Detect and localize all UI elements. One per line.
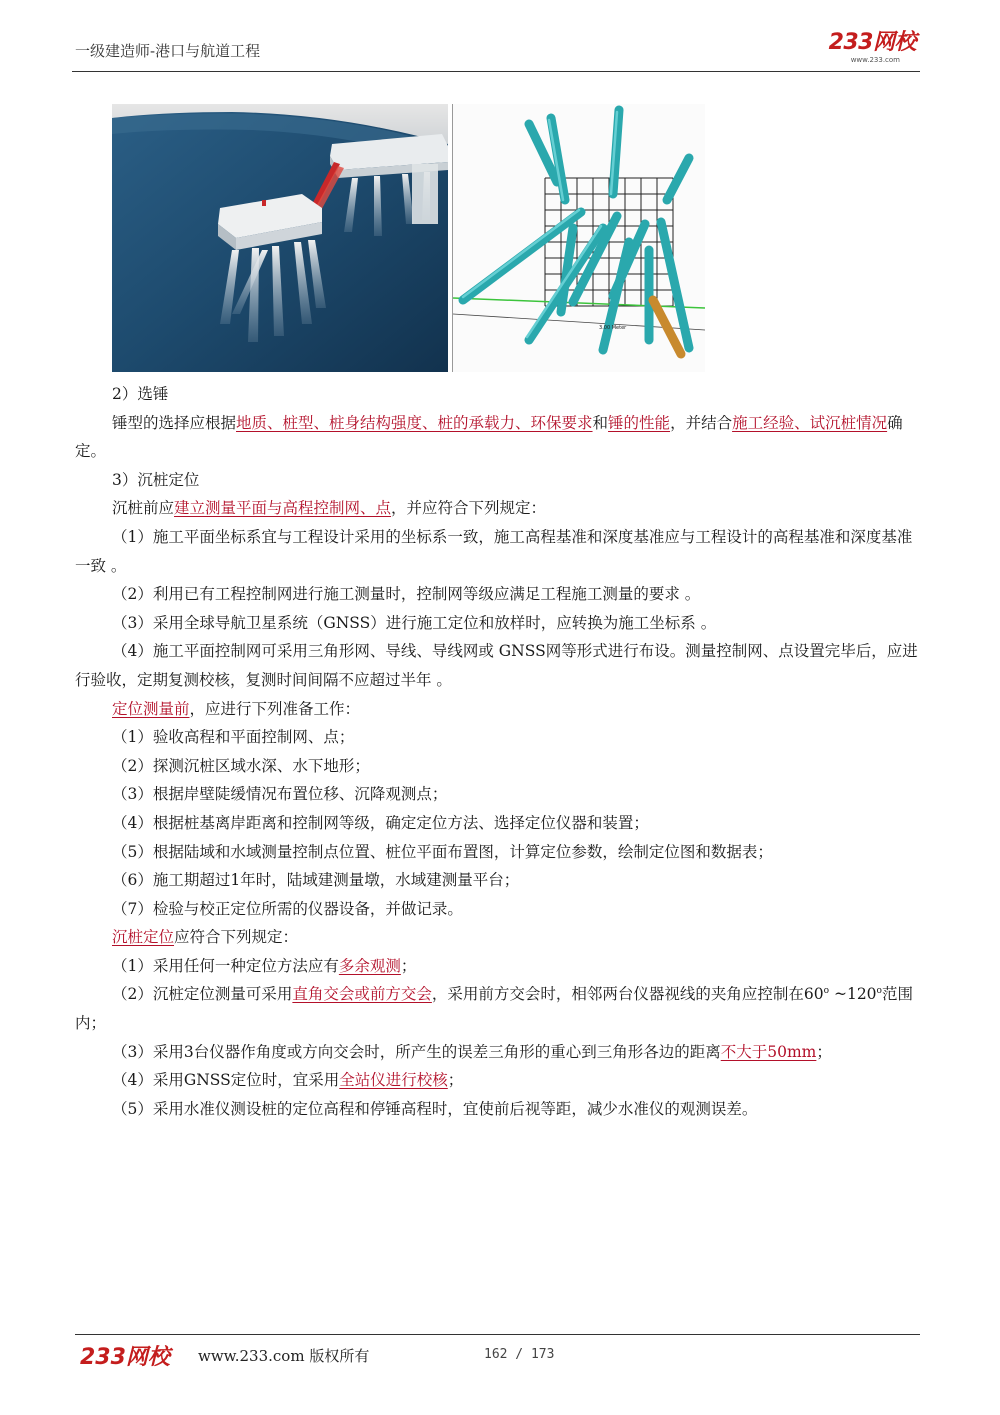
text-run: （2）利用已有工程控制网进行施工测量时，控制网等级应满足工程施工测量的要求 。	[112, 585, 701, 604]
text-run: （7）检验与校正定位所需的仪器设备，并做记录。	[112, 899, 463, 918]
paragraph	[75, 1066, 923, 1095]
paragraph	[75, 580, 923, 609]
text-run: 沉桩前应	[112, 499, 175, 518]
paragraph	[75, 895, 923, 924]
highlighted-text: 建立测量平面与高程控制网、点	[174, 499, 392, 518]
page-footer	[80, 1340, 920, 1370]
highlighted-text: 锤的性能	[608, 413, 671, 432]
highlighted-text: 地质、桩型、桩身结构强度、桩的承载力、环保要求	[236, 413, 593, 432]
paragraph	[75, 637, 923, 694]
paragraph	[75, 809, 923, 838]
paragraph	[75, 695, 923, 724]
paragraph	[75, 980, 923, 1037]
paragraph	[75, 1095, 923, 1124]
paragraph	[75, 1038, 923, 1067]
text-run: ；	[400, 956, 417, 975]
text-run: （2）探测沉桩区域水深、水下地形；	[112, 756, 370, 775]
text-run: （5）根据陆域和水域测量控制点位置、桩位平面布置图，计算定位参数，绘制定位图和数据表；	[112, 842, 773, 861]
footer-copyright: www.233.com 版权所有	[198, 1347, 370, 1365]
paragraph	[75, 409, 923, 466]
paragraph	[75, 523, 923, 580]
text-run: （3）根据岸壁陡缓情况布置位移、沉降观测点；	[112, 785, 448, 804]
text-run: 2）选锤	[112, 385, 169, 403]
text-run: （4）施工平面控制网可采用三角形网、导线、导线网或 GNSS网等形式进行布设。测量控制网、点设置完毕后，应进行验收，定期复测校核，复测时间间隔不应超过半年 。	[75, 642, 918, 689]
text-run: ，并应符合下列规定：	[391, 499, 547, 518]
paragraph	[75, 752, 923, 781]
paragraph	[75, 952, 923, 981]
text-run: ，应进行下列准备工作：	[189, 699, 361, 718]
footer-logo: 233网校	[80, 1345, 170, 1370]
header-title: 一级建造师-港口与航道工程	[75, 42, 261, 60]
pile-grid-model-image	[452, 104, 705, 372]
text-run: （1）采用任何一种定位方法应有	[112, 956, 339, 975]
text-run: （5）采用水准仪测设桩的定位高程和停锤高程时，宜使前后视等距，减少水准仪的观测误差。	[112, 1099, 758, 1118]
page-header	[75, 28, 920, 74]
logo-text: 233网校	[828, 30, 916, 55]
paragraph	[75, 609, 923, 638]
paragraph	[75, 838, 923, 867]
superscript: o	[823, 986, 830, 997]
header-divider	[72, 71, 920, 72]
footer-divider	[75, 1334, 920, 1335]
model-scale-label: 3.00 Meter	[599, 325, 627, 331]
superscript: o	[876, 986, 882, 997]
text-run: （4）根据桩基离岸距离和控制网等级，确定定位方法、选择定位仪器和装置；	[112, 813, 649, 832]
highlighted-text: 施工经验、试沉桩情况	[732, 413, 888, 432]
text-run: 锤型的选择应根据	[112, 413, 237, 432]
page-number: 162 / 173	[484, 1347, 555, 1362]
text-run: ；	[447, 1071, 464, 1090]
text-run: （3）采用3台仪器作角度或方向交会时，所产生的误差三角形的重心到三角形各边的距离	[112, 1042, 721, 1061]
text-run: ；	[816, 1042, 832, 1061]
brand-logo	[829, 30, 916, 64]
text-run: （6）施工期超过1年时，陆域建测量墩，水域建测量平台；	[112, 871, 520, 890]
document-body	[75, 380, 923, 1123]
paragraph	[75, 923, 923, 952]
text-run: ，并结合	[670, 413, 733, 432]
text-run: ~120	[829, 985, 877, 1004]
text-run: （1）验收高程和平面控制网、点；	[112, 728, 355, 747]
text-run: 和	[592, 413, 609, 432]
text-run: （4）采用GNSS定位时，宜采用	[112, 1071, 340, 1090]
text-run: （2）沉桩定位测量可采用	[112, 985, 293, 1004]
pile-figure	[112, 104, 704, 372]
text-run: （1）施工平面坐标系宜与工程设计采用的坐标系一致，施工高程基准和深度基准应与工程设计的高程基准和深度基准一致 。	[75, 527, 913, 575]
text-run: 应符合下列规定：	[174, 928, 299, 947]
logo-url: www.233.com	[850, 56, 900, 64]
highlighted-text: 不大于50mm	[720, 1042, 817, 1061]
text-run: ，采用前方交会时，相邻两台仪器视线的夹角应控制在60	[431, 985, 824, 1004]
highlighted-text: 直角交会或前方交会	[292, 985, 432, 1004]
highlighted-text: 全站仪进行校核	[339, 1071, 448, 1090]
paragraph	[75, 723, 923, 752]
paragraph	[75, 494, 923, 523]
paragraph	[75, 380, 923, 409]
text-run: 确定。	[75, 413, 903, 461]
wharf-render-image	[112, 104, 448, 372]
highlighted-text: 多余观测	[338, 956, 401, 975]
text-run: 3）沉桩定位	[112, 470, 200, 489]
text-run: 范围内；	[75, 985, 913, 1033]
paragraph	[75, 780, 923, 809]
paragraph	[75, 466, 923, 495]
highlighted-text: 沉桩定位	[112, 928, 175, 947]
paragraph	[75, 866, 923, 895]
text-run: （3）采用全球导航卫星系统（GNSS）进行施工定位和放样时，应转换为施工坐标系 。	[112, 613, 717, 632]
highlighted-text: 定位测量前	[112, 699, 190, 718]
